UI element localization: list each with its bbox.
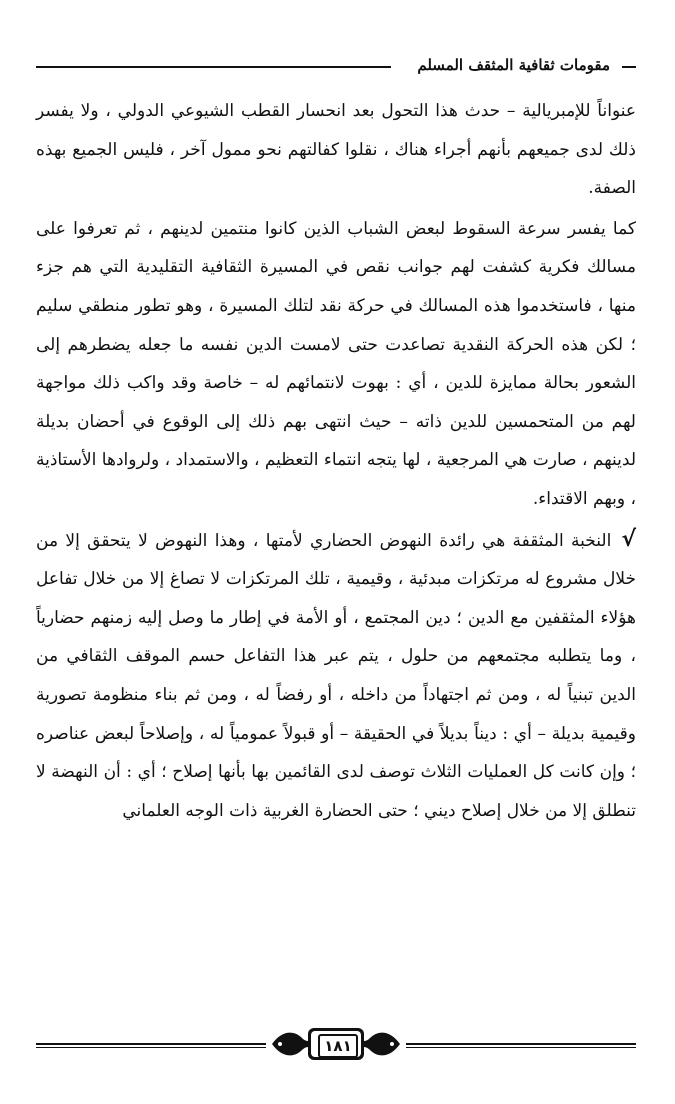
header-rule-right <box>622 66 636 68</box>
checkmark-icon: √ <box>621 526 636 552</box>
paragraph-3 <box>36 521 636 831</box>
footer-rule-right <box>406 1043 636 1045</box>
header-title: مقومات ثقافية المثقف المسلم <box>411 54 616 76</box>
footer-rule-left <box>36 1043 266 1045</box>
page-number: ١٨١ <box>318 1034 358 1058</box>
page-body <box>36 92 636 830</box>
paragraph-2: كما يفسر سرعة السقوط لبعض الشباب الذين كانوا منتمين لدينهم ، ثم تعرفوا على مسالك فكرية كشفت لهم جوانب نقص في المسيرة الثقافية التقليدية التي هم جزء منها ، فاستخدموا هذه المسالك في حركة نقد لتلك المسيرة ، وهو تطور منطقي سليم ؛ لكن هذه الحركة النقدية تصاعدت حتى لامست الدين نفسه ما جعله يضطرهم إلى الشعور بحالة ممايزة للدين ، أي : بهوت لانتمائهم له – خاصة وقد واكب ذلك مواجهة لهم من المتحمسين للدين ذاته – حيث انتهى بهم ذلك إلى الوقوع في أحضان بديلة لدينهم ، صارت هي المرجعية ، لها يتجه انتماء التعظيم ، والاستمداد ، ولروادها الأستاذية ، وبهم الاقتداء. <box>36 218 636 509</box>
paragraph-1: عنواناً للإمبريالية – حدث هذا التحول بعد انحسار القطب الشيوعي الدولي ، ولا يفسر ذلك لدى جميعهم بأنهم أجراء هناك ، نقلوا كفالتهم نحو ممول آخر ، فليس الجميع بهذه الصفة. <box>36 101 636 199</box>
paragraph-3-text: النخبة المثقفة هي رائدة النهوض الحضاري لأمتها ، وهذا النهوض لا يتحقق إلا من خلال مشروع له مرتكزات مبدئية ، وقيمية ، تلك المرتكزات لا تصاغ إلا من خلال تفاعل هؤلاء المثقفين مع الدين ؛ دين المجتمع ، أو الأمة في إطار ما وصل إليه زمنهم حضارياً ، وما يتطلبه مجتمعهم من حلول ، يتم عبر هذا التفاعل حسم الموقف الثقافي من الدين تبنياً له ، ومن ثم اجتهاداً من داخله ، أو رفضاً له ، ومن ثم بناء منظومة تصورية وقيمية بديلة – أي : ديناً بديلاً في الحقيقة – أو قبولاً عمومياً له ، وإصلاحاً لبعض عناصره ؛ وإن كانت كل العمليات الثلاث توصف لدى القائمين بها بأنها إصلاح ؛ أي : أن النهضة لا تنطلق إلا من خلال إصلاح ديني ؛ حتى الحضارة الغربية ذات الوجه العلماني <box>36 530 636 821</box>
page-footer <box>36 1024 636 1064</box>
running-header <box>36 54 636 78</box>
header-rule-left <box>36 66 391 68</box>
